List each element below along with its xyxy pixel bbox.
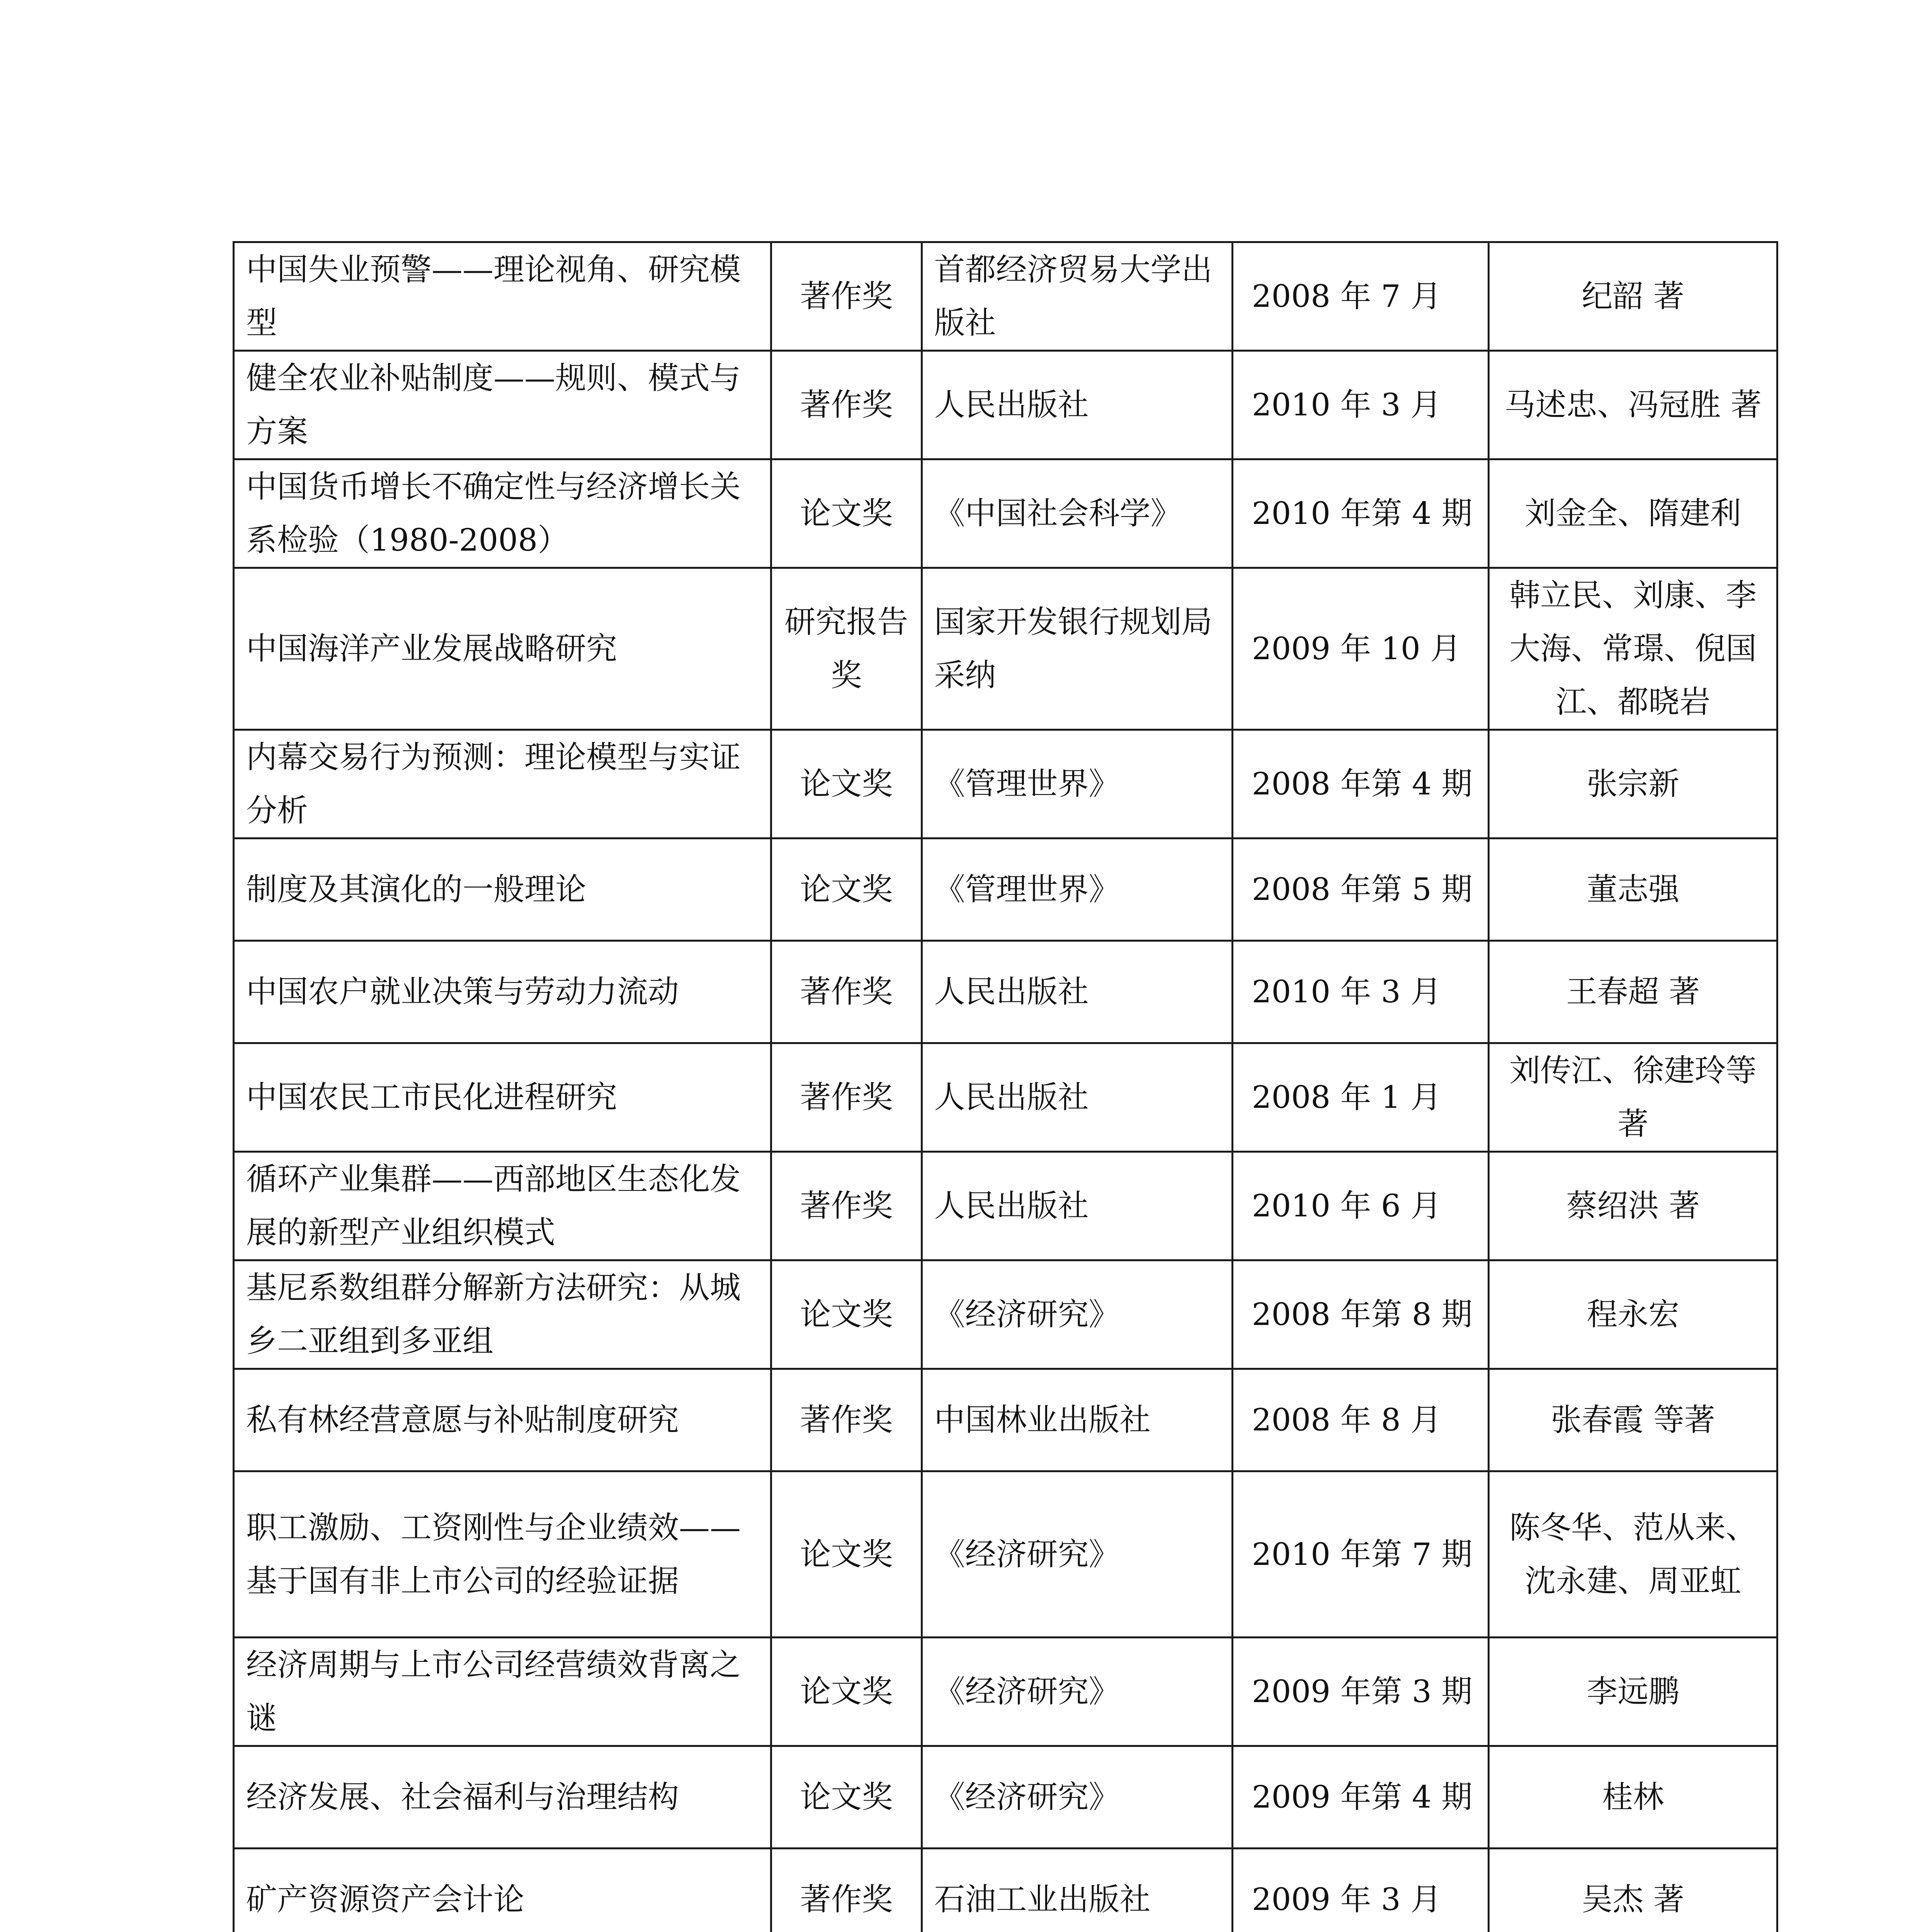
publish-date: 2009 年 10 月 [1232,568,1489,730]
award-type: 论文奖 [771,459,922,568]
work-title: 中国失业预警——理论视角、研究模型 [234,242,771,351]
publish-date: 2008 年第 8 期 [1232,1260,1489,1369]
table-row [234,1369,1777,1471]
award-type: 著作奖 [771,1369,922,1471]
publisher: 《中国社会科学》 [922,459,1232,568]
work-title: 中国货币增长不确定性与经济增长关系检验（1980-2008） [234,459,771,568]
table-row [234,1043,1777,1152]
award-type: 著作奖 [771,1043,922,1152]
publisher: 《经济研究》 [922,1638,1232,1746]
author: 纪韶 著 [1489,242,1777,351]
author: 韩立民、刘康、李大海、常璟、倪国江、都晓岩 [1489,568,1777,730]
award-type: 论文奖 [771,1638,922,1746]
award-type: 论文奖 [771,1746,922,1849]
award-type: 著作奖 [771,1849,922,1932]
publisher: 《管理世界》 [922,838,1232,941]
author: 马述忠、冯冠胜 著 [1489,351,1777,459]
publish-date: 2008 年第 5 期 [1232,838,1489,941]
publish-date: 2009 年第 3 期 [1232,1638,1489,1746]
author: 蔡绍洪 著 [1489,1152,1777,1260]
table-row [234,1849,1777,1932]
table-row [234,941,1777,1043]
author: 董志强 [1489,838,1777,941]
award-type: 著作奖 [771,242,922,351]
publisher: 《经济研究》 [922,1471,1232,1638]
work-title: 内幕交易行为预测：理论模型与实证分析 [234,730,771,838]
publish-date: 2009 年 3 月 [1232,1849,1489,1932]
author: 吴杰 著 [1489,1849,1777,1932]
award-type: 著作奖 [771,1152,922,1260]
publish-date: 2008 年 7 月 [1232,242,1489,351]
publish-date: 2008 年第 4 期 [1232,730,1489,838]
table-row [234,1260,1777,1369]
work-title: 经济发展、社会福利与治理结构 [234,1746,771,1849]
publisher: 人民出版社 [922,351,1232,459]
award-type: 论文奖 [771,730,922,838]
publisher: 《经济研究》 [922,1260,1232,1369]
work-title: 职工激励、工资刚性与企业绩效——基于国有非上市公司的经验证据 [234,1471,771,1638]
work-title: 健全农业补贴制度——规则、模式与方案 [234,351,771,459]
publish-date: 2010 年 6 月 [1232,1152,1489,1260]
work-title: 基尼系数组群分解新方法研究：从城乡二亚组到多亚组 [234,1260,771,1369]
author: 程永宏 [1489,1260,1777,1369]
table-row [234,568,1777,730]
publisher: 人民出版社 [922,941,1232,1043]
publisher: 《经济研究》 [922,1746,1232,1849]
work-title: 循环产业集群——西部地区生态化发展的新型产业组织模式 [234,1152,771,1260]
publisher: 人民出版社 [922,1043,1232,1152]
publish-date: 2010 年 3 月 [1232,351,1489,459]
table-row [234,1746,1777,1849]
publisher: 国家开发银行规划局采纳 [922,568,1232,730]
publish-date: 2008 年 1 月 [1232,1043,1489,1152]
award-table [233,241,1778,1932]
award-type: 研究报告奖 [771,568,922,730]
work-title: 中国海洋产业发展战略研究 [234,568,771,730]
table-row [234,459,1777,568]
publish-date: 2008 年 8 月 [1232,1369,1489,1471]
award-type: 论文奖 [771,1471,922,1638]
author: 张宗新 [1489,730,1777,838]
table-row [234,351,1777,459]
work-title: 私有林经营意愿与补贴制度研究 [234,1369,771,1471]
publish-date: 2010 年第 4 期 [1232,459,1489,568]
publish-date: 2010 年 3 月 [1232,941,1489,1043]
author: 王春超 著 [1489,941,1777,1043]
publisher: 首都经济贸易大学出版社 [922,242,1232,351]
table-row [234,242,1777,351]
author: 陈冬华、范从来、沈永建、周亚虹 [1489,1471,1777,1638]
work-title: 中国农户就业决策与劳动力流动 [234,941,771,1043]
publish-date: 2009 年第 4 期 [1232,1746,1489,1849]
publisher: 人民出版社 [922,1152,1232,1260]
table-row [234,838,1777,941]
table-row [234,730,1777,838]
author: 桂林 [1489,1746,1777,1849]
award-type: 论文奖 [771,838,922,941]
award-list-page [233,241,1778,1932]
author: 张春霞 等著 [1489,1369,1777,1471]
award-type: 著作奖 [771,351,922,459]
author: 李远鹏 [1489,1638,1777,1746]
publish-date: 2010 年第 7 期 [1232,1471,1489,1638]
table-row [234,1638,1777,1746]
publisher: 中国林业出版社 [922,1369,1232,1471]
work-title: 矿产资源资产会计论 [234,1849,771,1932]
author: 刘传江、徐建玲等著 [1489,1043,1777,1152]
author: 刘金全、隋建利 [1489,459,1777,568]
publisher: 《管理世界》 [922,730,1232,838]
award-type: 著作奖 [771,941,922,1043]
work-title: 经济周期与上市公司经营绩效背离之谜 [234,1638,771,1746]
table-row [234,1471,1777,1638]
work-title: 制度及其演化的一般理论 [234,838,771,941]
work-title: 中国农民工市民化进程研究 [234,1043,771,1152]
award-type: 论文奖 [771,1260,922,1369]
table-row [234,1152,1777,1260]
publisher: 石油工业出版社 [922,1849,1232,1932]
